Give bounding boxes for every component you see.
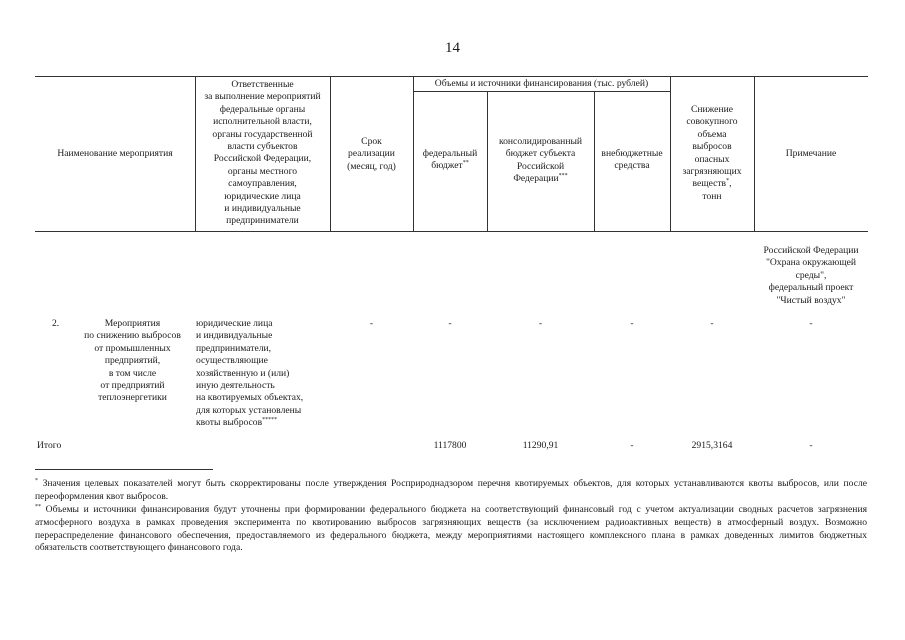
header-responsible-line: органы государственной [212,128,313,140]
total-federal: 1117800 [433,440,467,451]
header-responsible-line: и индивидуальные [224,203,301,215]
header-responsible-line: предприниматели [226,215,299,227]
total-label: Итого [37,440,62,451]
header-responsible-line: Ответственные [231,79,294,90]
row2-consolidated: - [538,318,543,329]
header-note: Примечание [785,148,837,159]
total-reduction: 2915,3164 [691,440,733,451]
header-responsible-line: юридические лица [224,190,301,202]
header-federal: федеральный бюджет** [422,148,478,172]
row2-federal: - [448,318,452,329]
row2-number: 2. [52,318,60,329]
footnote-2: ** Объемы и источники финансирования будут уточнены при формировании федерального бюджета на соответствующий финансовый год с учетом актуализации сводных расчетов загрязнения атмосферного воздуха в рамках проведения эксперимента по квотированию выбросов загрязняющих веществ (за исключением радиоактивных веществ) в атмосферный воздух. Возможно перераспределение финансового обеспечения, предоставляемого из федерального бюджета, между мероприятиями настоящего комплексного плана в рамках доведенных лимитов бюджетных обязательств соответствующего финансового года. [35,503,867,554]
table-top-border [35,76,868,77]
funding-group-divider [413,91,670,92]
header-responsible-line: органы местного [227,165,298,177]
row2-name: Мероприятия по снижению выбросов от промышленных предприятий, в том числе от предприятий теплоэнергетики [84,318,181,404]
header-responsible-line: за выполнение мероприятий [204,91,321,103]
page-number: 14 [445,40,460,56]
total-extrabudget: - [630,440,634,451]
footnote-separator [35,469,213,470]
header-name: Наименование мероприятия [57,148,173,159]
row2-extrabudget: - [630,318,634,329]
header-extrabudget: внебюджетные средства [601,148,663,172]
row2-note: - [809,318,813,329]
row2-responsible: юридические лица и индивидуальные предприниматели, осуществляющие хозяйственную и (или) иную деятельность на квотируемых объектах, для которых установлены квоты выбросов***** [196,318,304,429]
row2-term: - [369,318,374,329]
header-term: Срок реализации (месяц, год) [347,136,396,172]
header-responsible-line: исполнительной власти, [213,116,312,128]
footnote-1: * Значения целевых показателей могут быть скорректированы после утверждения Росприроднадзором перечня квотируемых объектов, для которых устанавливаются квоты выбросов, или после переоформления квот выбросов. [35,477,867,502]
header-bottom-border [35,231,868,232]
total-note: - [809,440,813,451]
header-responsible-line: федеральные органы [219,103,306,115]
previous-row-note: Российской Федерации "Охрана окружающей среды", федеральный проект "Чистый воздух" [763,245,859,306]
header-funding-group: Объемы и источники финансирования (тыс. рублей) [434,78,649,89]
header-reduction: Снижение совокупного объема выбросов опасных загрязняющих веществ*, тонн [682,104,742,202]
row2-reduction: - [710,318,714,329]
header-consolidated: консолидированный бюджет субъекта Российской Федерации*** [498,136,583,185]
header-responsible [195,79,330,228]
total-consolidated: 11290,91 [522,440,559,451]
header-responsible-line: самоуправления, [228,178,297,190]
header-responsible-line: Российской Федерации, [213,153,312,165]
header-responsible-line: власти субъектов [227,141,298,153]
